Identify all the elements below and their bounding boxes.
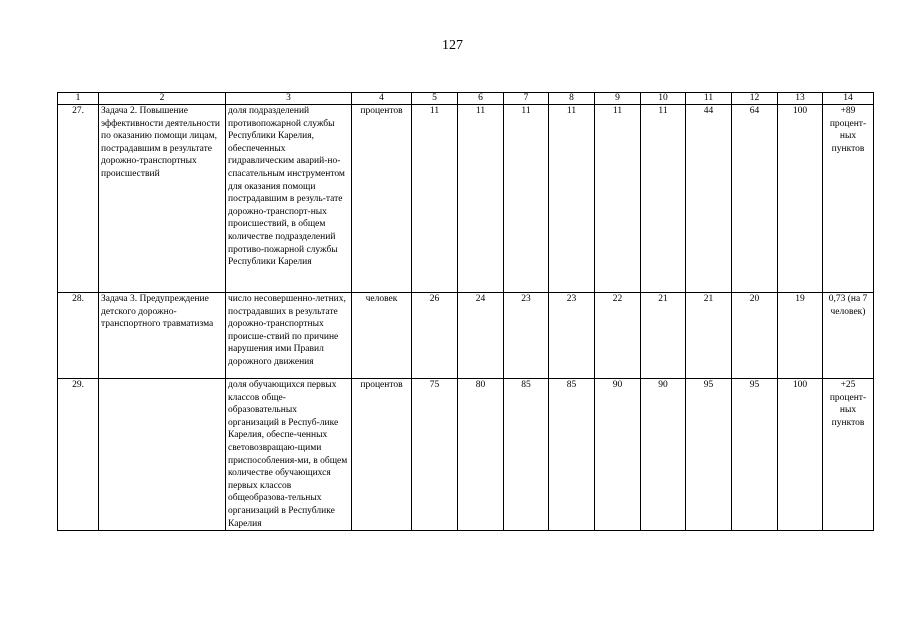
value-cell: 24 xyxy=(458,293,504,379)
value-cell: 21 xyxy=(641,293,686,379)
unit-cell: процентов xyxy=(352,379,412,531)
value-cell: 85 xyxy=(549,379,595,531)
table-row xyxy=(58,105,874,293)
value-cell: 100 xyxy=(778,105,823,293)
value-cell: 23 xyxy=(504,293,549,379)
value-cell: 95 xyxy=(686,379,732,531)
column-number: 9 xyxy=(595,93,641,105)
unit-cell: человек xyxy=(352,293,412,379)
value-cell: 11 xyxy=(458,105,504,293)
column-number: 12 xyxy=(732,93,778,105)
task-cell xyxy=(99,379,226,531)
column-number: 14 xyxy=(823,93,874,105)
page-number: 127 xyxy=(442,38,463,53)
value-cell: 75 xyxy=(412,379,458,531)
value-cell: 100 xyxy=(778,379,823,531)
value-cell: 23 xyxy=(549,293,595,379)
value-cell: 22 xyxy=(595,293,641,379)
column-number: 8 xyxy=(549,93,595,105)
indicator-cell: число несовершенно-летних, пострадавших в результате дорожно-транспортных происше-ствий по причине нарушения ими Правил дорожного движения xyxy=(226,293,352,379)
value-cell: 11 xyxy=(504,105,549,293)
value-cell: 80 xyxy=(458,379,504,531)
value-cell: 26 xyxy=(412,293,458,379)
change-cell: +25 процент-ных пунктов xyxy=(823,379,874,531)
value-cell: 11 xyxy=(549,105,595,293)
column-number: 5 xyxy=(412,93,458,105)
table-row xyxy=(58,293,874,379)
value-cell: 85 xyxy=(504,379,549,531)
change-cell: +89 процент-ных пунктов xyxy=(823,105,874,293)
value-cell: 11 xyxy=(412,105,458,293)
column-number-row xyxy=(58,93,874,105)
row-number: 28. xyxy=(58,293,99,379)
value-cell: 11 xyxy=(641,105,686,293)
column-number: 11 xyxy=(686,93,732,105)
column-number: 13 xyxy=(778,93,823,105)
task-cell: Задача 3. Предупреждение детского дорожно-транспортного травматизма xyxy=(99,293,226,379)
column-number: 3 xyxy=(226,93,352,105)
change-cell: 0,73 (на 7 человек) xyxy=(823,293,874,379)
value-cell: 44 xyxy=(686,105,732,293)
value-cell: 20 xyxy=(732,293,778,379)
row-number: 29. xyxy=(58,379,99,531)
value-cell: 11 xyxy=(595,105,641,293)
column-number: 2 xyxy=(99,93,226,105)
value-cell: 19 xyxy=(778,293,823,379)
row-number: 27. xyxy=(58,105,99,293)
value-cell: 21 xyxy=(686,293,732,379)
column-number: 10 xyxy=(641,93,686,105)
value-cell: 90 xyxy=(595,379,641,531)
indicator-cell: доля подразделений противопожарной службы Республики Карелия, обеспеченных гидравлическим аварий-но-спасательным инструментом для оказания помощи пострадавшим в резуль-тате дорожно-транспорт-ных происшествий, в общем количестве подразделений противо-пожарной службы Республики Карелия xyxy=(226,105,352,293)
column-number: 4 xyxy=(352,93,412,105)
column-number: 6 xyxy=(458,93,504,105)
unit-cell: процентов xyxy=(352,105,412,293)
value-cell: 64 xyxy=(732,105,778,293)
column-number: 7 xyxy=(504,93,549,105)
table-row xyxy=(58,379,874,531)
value-cell: 90 xyxy=(641,379,686,531)
indicators-table xyxy=(57,92,874,531)
column-number: 1 xyxy=(58,93,99,105)
task-cell: Задача 2. Повышение эффективности деятельности по оказанию помощи лицам, пострадавшим в результате дорожно-транспортных происшествий xyxy=(99,105,226,293)
value-cell: 95 xyxy=(732,379,778,531)
indicator-cell: доля обучающихся первых классов обще-образовательных организаций в Респуб-лике Карелия, обеспе-ченных световозвращаю-щими приспособления-ми, в общем количестве обучающихся первых классов общеобразова-тельных организаций в Республике Карелия xyxy=(226,379,352,531)
